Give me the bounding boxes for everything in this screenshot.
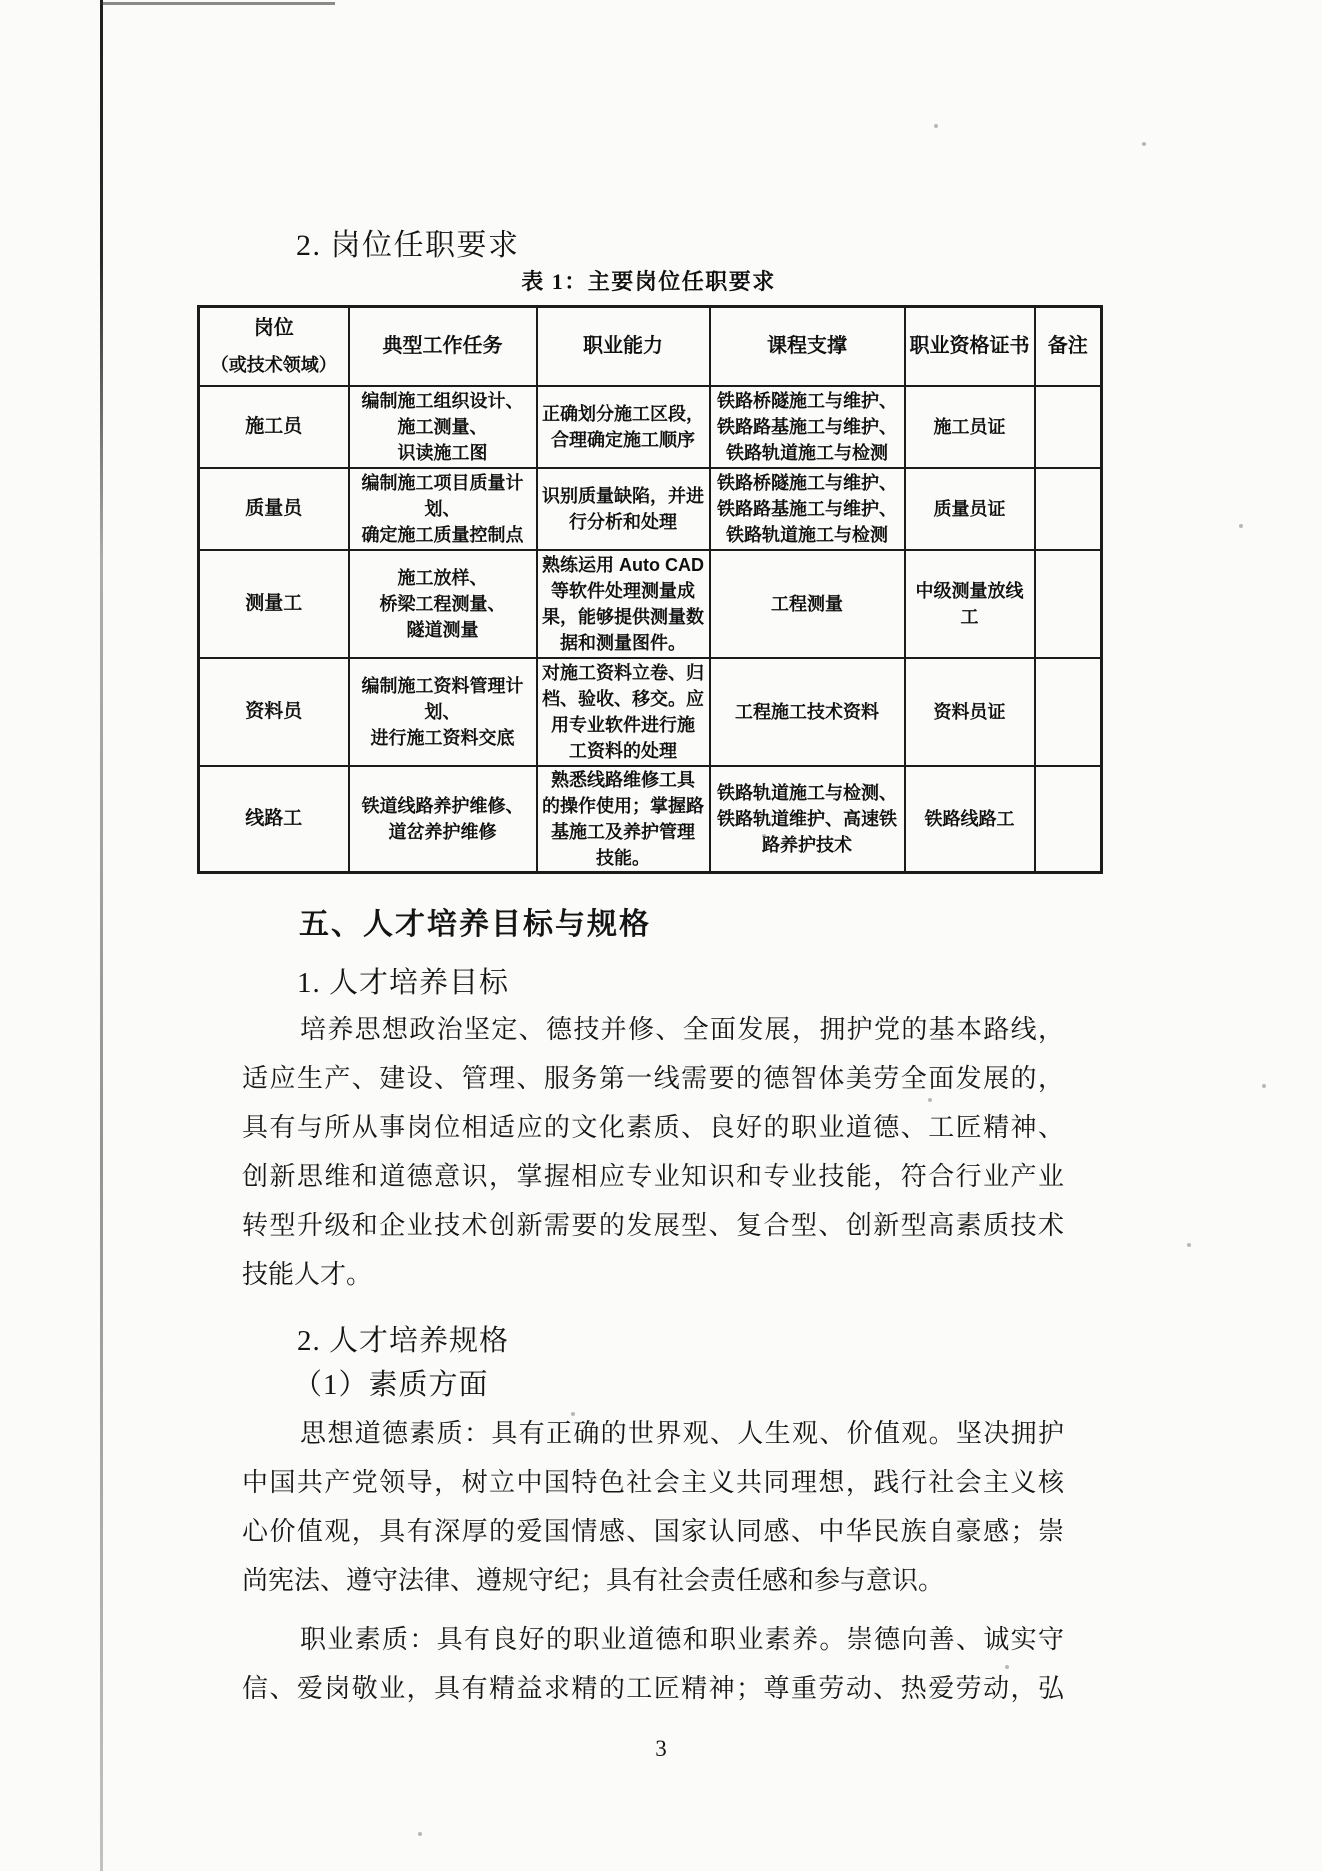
paragraph-talent-goal: 培养思想政治坚定、德技并修、全面发展，拥护党的基本路线， 适应生产、建设、管理、服务第一线需要的德智体美劳全面发展的， 具有与所从事岗位相适应的文化素质、良好的职业道德、工匠精神、 创新思维和道德意识，掌握相应专业知识和专业技能，符合行业产业 转型升级和企业技术创新需要的发展型、复合型、创新型高素质技术 技能人才。	[242, 1015, 1064, 1289]
heading-section-5: 五、人才培养目标与规格	[299, 908, 651, 941]
header-course-support: 课程支撑	[710, 307, 905, 386]
header-position: 岗位 （或技术领域）	[199, 307, 349, 386]
header-vocational-ability: 职业能力	[537, 307, 710, 386]
cell-position: 质量员	[199, 468, 349, 550]
scan-speck	[934, 124, 938, 128]
cell-tasks: 编制施工项目质量计 划、 确定施工质量控制点	[349, 468, 537, 550]
scan-artifact-vertical-line	[100, 0, 103, 1871]
paragraph-moral-quality: 思想道德素质：具有正确的世界观、人生观、价值观。坚决拥护 中国共产党领导，树立中国特色社会主义共同理想，践行社会主义核 心价值观，具有深厚的爱国情感、国家认同感、中华民族自豪感；崇 尚宪法、遵守法律、遵规守纪；具有社会责任感和参与意识。	[242, 1419, 1064, 1595]
cell-position: 线路工	[199, 766, 349, 873]
cell-ability: 熟练运用 Auto CAD 等软件处理测量成 果，能够提供测量数 据和测量图件。	[537, 550, 710, 658]
cell-ability: 对施工资料立卷、归 档、验收、移交。应 用专业软件进行施 工资料的处理	[537, 658, 710, 766]
table-row	[199, 658, 1102, 766]
cell-ability: 熟悉线路维修工具 的操作使用；掌握路 基施工及养护管理 技能。	[537, 766, 710, 873]
header-certificate: 职业资格证书	[905, 307, 1035, 386]
heading-job-requirements: 2. 岗位任职要求	[296, 229, 520, 262]
cell-remark	[1035, 766, 1102, 873]
cell-remark	[1035, 550, 1102, 658]
cell-remark	[1035, 386, 1102, 468]
heading-talent-goal: 1. 人才培养目标	[297, 967, 510, 999]
cell-tasks: 施工放样、 桥梁工程测量、 隧道测量	[349, 550, 537, 658]
scan-speck	[1142, 142, 1146, 146]
cell-certificate: 质量员证	[905, 468, 1035, 550]
table-caption: 表 1：主要岗位任职要求	[521, 269, 776, 294]
heading-quality-aspect: （1）素质方面	[293, 1369, 489, 1401]
heading-talent-spec: 2. 人才培养规格	[297, 1325, 510, 1357]
scan-artifact-horizontal-line	[100, 2, 335, 5]
cell-tasks: 编制施工组织设计、 施工测量、 识读施工图	[349, 386, 537, 468]
header-typical-tasks: 典型工作任务	[349, 307, 537, 386]
job-requirements-table	[197, 305, 1103, 874]
cell-certificate: 中级测量放线 工	[905, 550, 1035, 658]
cell-tasks: 编制施工资料管理计 划、 进行施工资料交底	[349, 658, 537, 766]
cell-courses: 铁路桥隧施工与维护、 铁路路基施工与维护、 铁路轨道施工与检测	[710, 386, 905, 468]
scan-speck	[762, 834, 766, 838]
cell-position: 施工员	[199, 386, 349, 468]
scan-speck	[1005, 1665, 1009, 1669]
cell-certificate: 铁路线路工	[905, 766, 1035, 873]
cell-courses: 工程测量	[710, 550, 905, 658]
cell-remark	[1035, 658, 1102, 766]
cell-courses: 铁路轨道施工与检测、 铁路轨道维护、高速铁 路养护技术	[710, 766, 905, 873]
table-row	[199, 468, 1102, 550]
scan-speck	[1239, 524, 1243, 528]
table-row	[199, 386, 1102, 468]
cell-certificate: 资料员证	[905, 658, 1035, 766]
scan-speck	[1187, 1243, 1191, 1247]
scan-speck	[418, 1832, 422, 1836]
cell-certificate: 施工员证	[905, 386, 1035, 468]
cell-position: 测量工	[199, 550, 349, 658]
header-remark: 备注	[1035, 307, 1102, 386]
cell-tasks: 铁道线路养护维修、 道岔养护维修	[349, 766, 537, 873]
page-number: 3	[655, 1736, 667, 1761]
cell-remark	[1035, 468, 1102, 550]
cell-ability: 正确划分施工区段， 合理确定施工顺序	[537, 386, 710, 468]
table-header-row	[199, 307, 1102, 386]
cell-ability: 识别质量缺陷，并进 行分析和处理	[537, 468, 710, 550]
cell-courses: 工程施工技术资料	[710, 658, 905, 766]
table-row	[199, 766, 1102, 873]
scan-speck	[1262, 1084, 1266, 1088]
cell-position: 资料员	[199, 658, 349, 766]
table-row	[199, 550, 1102, 658]
scan-speck	[928, 1098, 932, 1102]
paragraph-professional-quality: 职业素质：具有良好的职业道德和职业素养。崇德向善、诚实守 信、爱岗敬业，具有精益求精的工匠精神；尊重劳动、热爱劳动，弘	[242, 1625, 1064, 1703]
cell-courses: 铁路桥隧施工与维护、 铁路路基施工与维护、 铁路轨道施工与检测	[710, 468, 905, 550]
scan-speck	[571, 1412, 575, 1416]
